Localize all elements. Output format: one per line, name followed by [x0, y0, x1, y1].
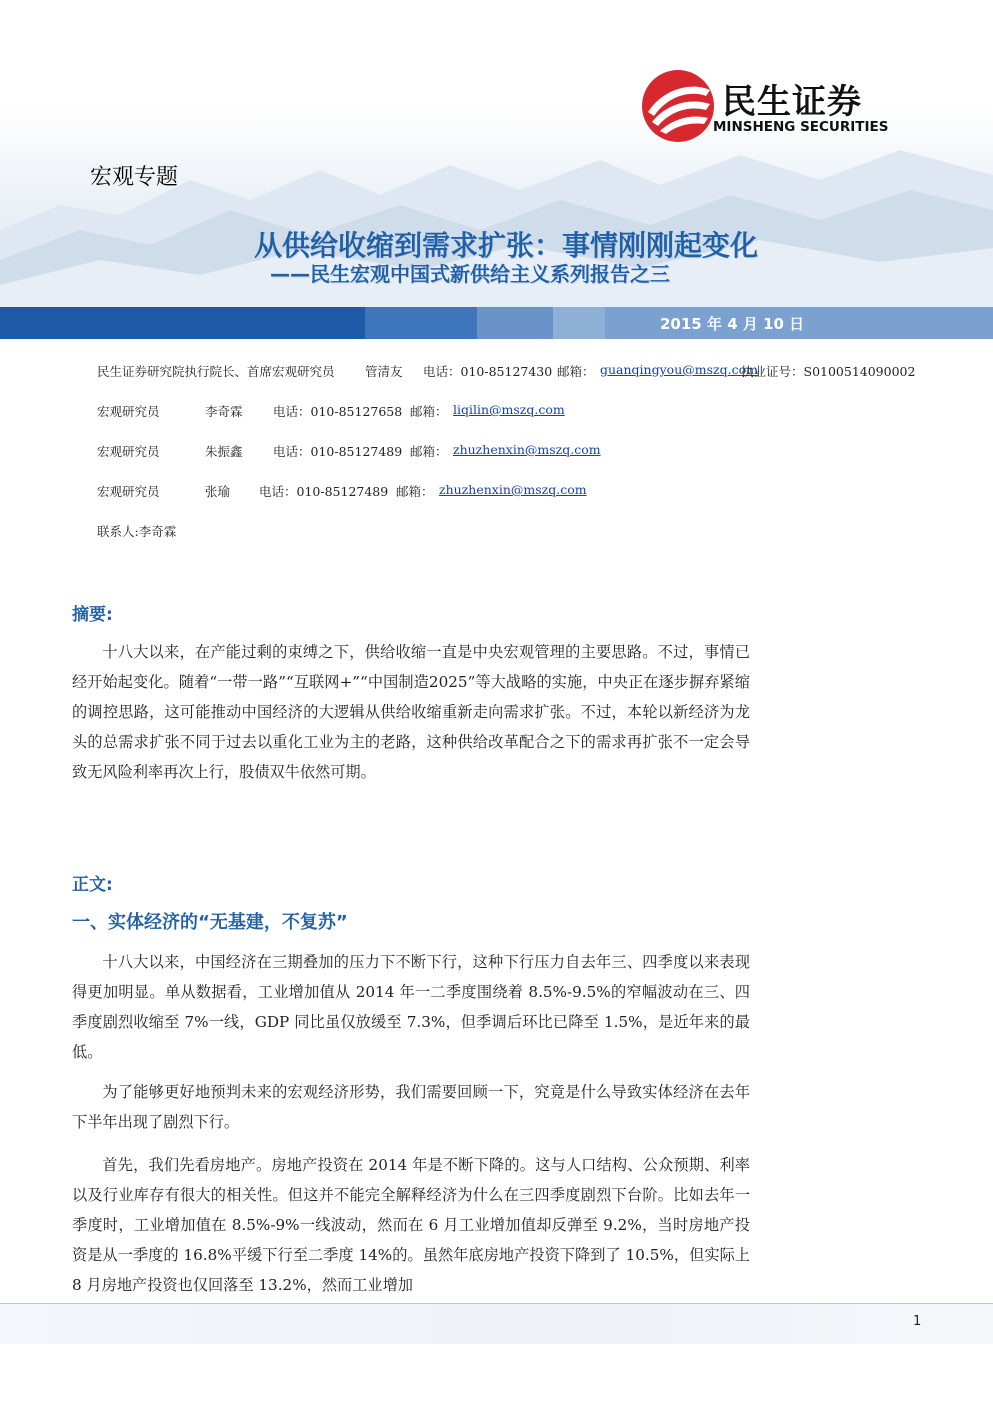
body-heading: 正文: — [72, 875, 113, 895]
author-role: 宏观研究员 — [97, 444, 160, 459]
author-email-label: 邮箱： — [557, 364, 595, 379]
author-phone: 电话：010-85127489 — [273, 444, 403, 459]
author-phone: 电话：010-85127430 — [423, 364, 553, 379]
author-email-link[interactable]: liqilin@mszq.com — [453, 402, 565, 417]
section-tag: 宏观专题 — [90, 165, 179, 190]
author-name: 管清友 — [365, 364, 403, 379]
author-name: 李奇霖 — [205, 404, 243, 419]
abstract-text: 十八大以来，在产能过剩的束缚之下，供给收缩一直是中央宏观管理的主要思路。不过，事情已经开始起变化。随着“一带一路”“互联网+”“中国制造2025”等大战略的实施，中央正在逐步摒弃紧缩的调控思路，这可能推动中国经济的大逻辑从供给收缩重新走向需求扩张。不过，本轮以新经济为龙头的总需求扩张不同于过去以重化工业为主的老路，这种供给改革配合之下的需求再扩张不一定会导致无风险利率再次上行，股债双牛依然可期。 — [72, 643, 750, 781]
abstract-heading: 摘要: — [72, 605, 113, 625]
author-email-link[interactable]: guanqingyou@mszq.com — [600, 362, 758, 377]
body-paragraph: 十八大以来，中国经济在三期叠加的压力下不断下行，这种下行压力自去年三、四季度以来表现得更加明显。单从数据看，工业增加值从 2014 年一二季度围绕着 8.5%-9.5%的窄幅波动在三、四季度剧烈收缩至 7%一线，GDP 同比虽仅放缓至 7.3%，但季调后环比已降至 1.5%，是近年来的最低。 — [72, 953, 750, 1061]
body-paragraph: 首先，我们先看房地产。房地产投资在 2014 年是不断下降的。这与人口结构、公众预期、利率以及行业库存有很大的相关性。但这并不能完全解释经济为什么在三四季度剧烈下台阶。比如去年一季度时，工业增加值在 8.5%-9%一线波动，然而在 6 月工业增加值却反弹至 9.2%，当时房地产投资是从一季度的 16.8%平缓下行至二季度 14%的。虽然年底房地产投资下降到了 10.5%，但实际上 8 月房地产投资也仅回落至 13.2%，然而工业增加 — [72, 1156, 750, 1294]
body-paragraph: 为了能够更好地预判未来的宏观经济形势，我们需要回顾一下，究竟是什么导致实体经济在去年下半年出现了剧烈下行。 — [72, 1083, 750, 1131]
report-subtitle: ——民生宏观中国式新供给主义系列报告之三 — [270, 262, 670, 286]
contact-person: 联系人:李奇霖 — [97, 524, 177, 539]
report-title: 从供给收缩到需求扩张：事情刚刚起变化 — [254, 229, 759, 262]
brand-name-en: MINSHENG SECURITIES — [713, 119, 889, 135]
author-cert: 执业证号：S0100514090002 — [741, 364, 916, 379]
author-phone: 电话：010-85127489 — [259, 484, 389, 499]
section-1-heading: 一、实体经济的“无基建，不复苏” — [72, 912, 348, 933]
page-number: 1 — [913, 1314, 922, 1329]
author-email-link[interactable]: zhuzhenxin@mszq.com — [439, 482, 587, 497]
author-role: 民生证券研究院执行院长、首席宏观研究员 — [97, 364, 335, 379]
brand-name-cn: 民生证券 — [722, 82, 862, 122]
author-role: 宏观研究员 — [97, 404, 160, 419]
author-role: 宏观研究员 — [97, 484, 160, 499]
header-blue-band — [0, 307, 993, 339]
author-email-label: 邮箱： — [410, 444, 448, 459]
author-name: 朱振鑫 — [205, 444, 243, 459]
footer-band — [0, 1304, 993, 1344]
author-email-label: 邮箱： — [410, 404, 448, 419]
author-name: 张瑜 — [205, 484, 231, 499]
author-email-label: 邮箱： — [396, 484, 434, 499]
author-email-link[interactable]: zhuzhenxin@mszq.com — [453, 442, 601, 457]
report-date: 2015 年 4 月 10 日 — [660, 315, 805, 333]
author-phone: 电话：010-85127658 — [273, 404, 403, 419]
